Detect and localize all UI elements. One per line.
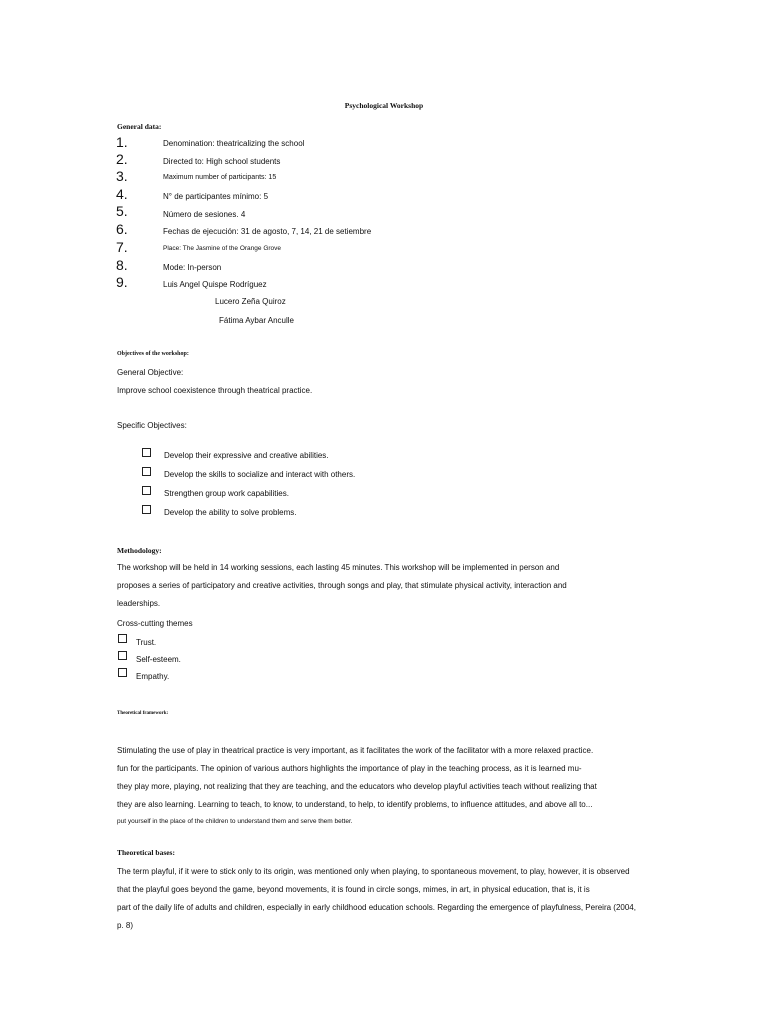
team-member: Lucero Zeña Quiroz bbox=[215, 297, 286, 306]
methodology-heading: Methodology: bbox=[117, 546, 162, 555]
list-number: 4. bbox=[116, 186, 128, 202]
list-number: 6. bbox=[116, 221, 128, 237]
paragraph-line: they play more, playing, not realizing that they are teaching, and the educators who develop playful activities teach without realizing that bbox=[117, 782, 597, 791]
checkbox-icon bbox=[118, 651, 127, 660]
general-objective-label: General Objective: bbox=[117, 368, 184, 377]
theoretical-framework-heading: Theoretical framework: bbox=[117, 711, 169, 716]
list-item: Denomination: theatricalizing the school bbox=[163, 139, 305, 148]
list-item: Self-esteem. bbox=[136, 655, 181, 664]
list-item: Luis Angel Quispe Rodríguez bbox=[163, 280, 267, 289]
list-number: 9. bbox=[116, 274, 128, 290]
list-item: Trust. bbox=[136, 638, 157, 647]
paragraph-line: proposes a series of participatory and creative activities, through songs and play, that stimulate physical activity, interaction and bbox=[117, 581, 567, 590]
checkbox-icon bbox=[142, 486, 151, 495]
paragraph-line: they are also learning. Learning to teach, to know, to understand, to help, to identify problems, to influence attitudes, and above all to... bbox=[117, 800, 593, 809]
checkbox-icon bbox=[118, 634, 127, 643]
list-number: 7. bbox=[116, 239, 128, 255]
general-data-heading: General data: bbox=[117, 122, 162, 131]
list-number: 3. bbox=[116, 168, 128, 184]
paragraph-line: Stimulating the use of play in theatrical practice is very important, as it facilitates the work of the facilitator with a more relaxed practice. bbox=[117, 746, 594, 755]
list-number: 1. bbox=[116, 134, 128, 150]
theoretical-bases-heading: Theoretical bases: bbox=[117, 848, 175, 857]
list-number: 5. bbox=[116, 203, 128, 219]
objectives-heading: Objectives of the workshop: bbox=[117, 351, 189, 357]
checkbox-icon bbox=[142, 448, 151, 457]
list-item: Develop the ability to solve problems. bbox=[164, 508, 297, 517]
paragraph-line: fun for the participants. The opinion of various authors highlights the importance of play in the teaching process, as it is learned mu- bbox=[117, 764, 582, 773]
list-item: Directed to: High school students bbox=[163, 157, 281, 166]
list-number: 2. bbox=[116, 151, 128, 167]
list-item: Maximum number of participants: 15 bbox=[163, 174, 277, 181]
checkbox-icon bbox=[118, 668, 127, 677]
paragraph-line: put yourself in the place of the children to understand them and serve them better. bbox=[117, 818, 353, 825]
checkbox-icon bbox=[142, 505, 151, 514]
list-item: Place: The Jasmine of the Orange Grove bbox=[163, 245, 282, 252]
list-item: Develop the skills to socialize and interact with others. bbox=[164, 470, 356, 479]
paragraph-line: The term playful, if it were to stick only to its origin, was mentioned only when playing, to spontaneous movement, to play, however, it is observed bbox=[117, 867, 630, 876]
list-item: N° de participantes mínimo: 5 bbox=[163, 192, 269, 201]
cross-cutting-label: Cross-cutting themes bbox=[117, 619, 193, 628]
specific-objectives-label: Specific Objectives: bbox=[117, 421, 187, 430]
team-member: Fátima Aybar Anculle bbox=[219, 316, 295, 325]
checkbox-icon bbox=[142, 467, 151, 476]
list-item: Fechas de ejecución: 31 de agosto, 7, 14, 21 de setiembre bbox=[163, 227, 372, 236]
paragraph-line: p. 8) bbox=[117, 921, 134, 930]
list-number: 8. bbox=[116, 257, 128, 273]
list-item: Strengthen group work capabilities. bbox=[164, 489, 289, 498]
document-title: Psychological Workshop bbox=[344, 101, 424, 110]
general-objective-text: Improve school coexistence through theatrical practice. bbox=[117, 386, 313, 395]
paragraph-line: leaderships. bbox=[117, 599, 161, 608]
list-item: Mode: In-person bbox=[163, 263, 222, 272]
paragraph-line: that the playful goes beyond the game, beyond movements, it is found in circle songs, mimes, in art, in physical education, that is, it is bbox=[117, 885, 590, 894]
list-item: Número de sesiones. 4 bbox=[163, 210, 246, 219]
list-item: Empathy. bbox=[136, 672, 170, 681]
list-item: Develop their expressive and creative abilities. bbox=[164, 451, 329, 460]
paragraph-line: part of the daily life of adults and children, especially in early childhood education schools. Regarding the emergence of playfulness, Pereira (2004, bbox=[117, 903, 636, 912]
paragraph-line: The workshop will be held in 14 working sessions, each lasting 45 minutes. This workshop will be implemented in person and bbox=[117, 563, 560, 572]
